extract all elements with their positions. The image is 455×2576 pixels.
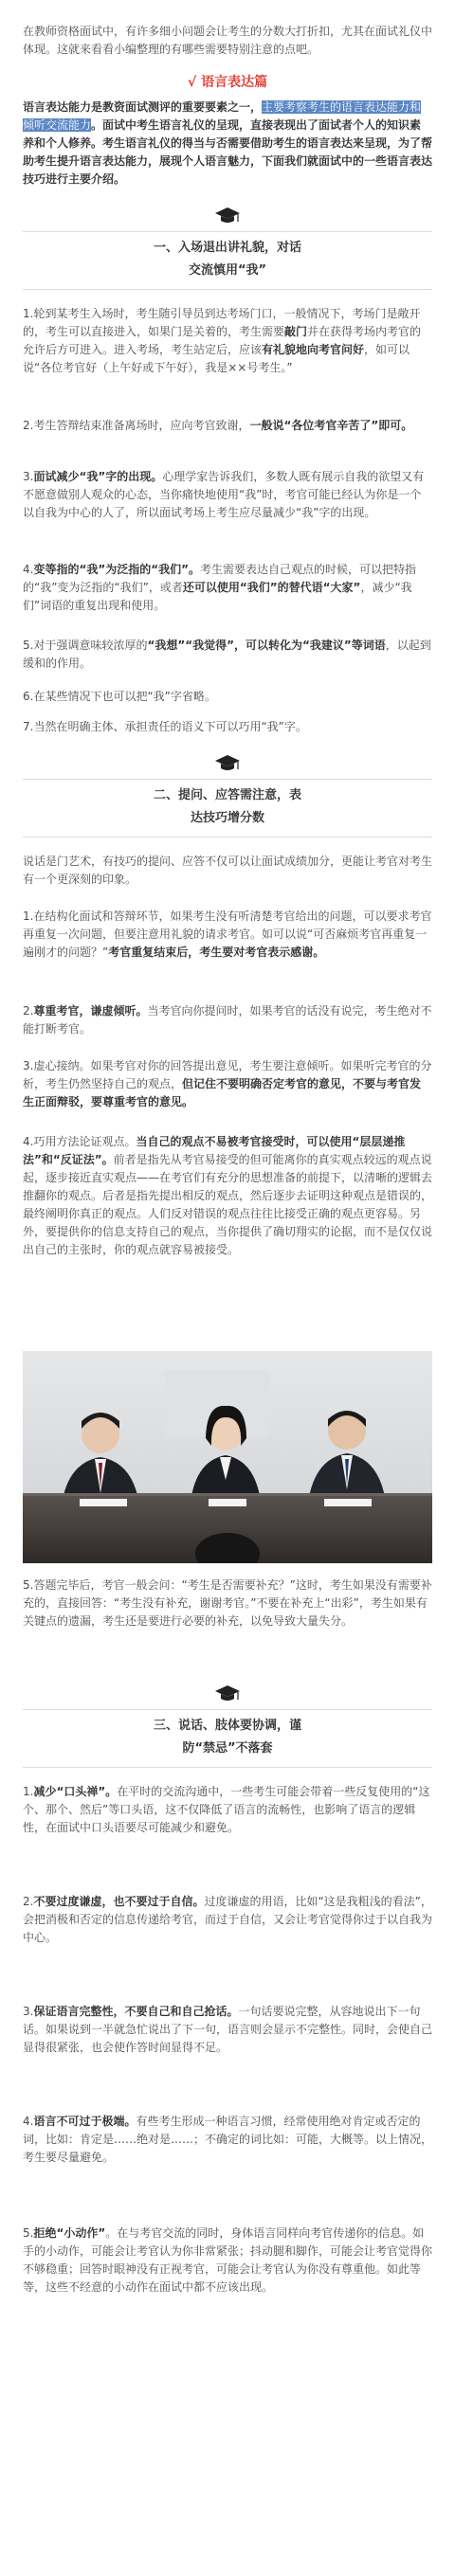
section-red-title: √ 语言表达篇 — [187, 75, 268, 90]
intro-paragraph: 在教师资格面试中，有许多细小问题会让考生的分数大打折扣，尤其在面试礼仪中体现。这就来看看小编整理的有哪些需要特别注意的点吧。 — [23, 25, 433, 56]
section-title-line1: 提问、应答需注意，表 — [178, 788, 302, 802]
para1-body: 。面试中考生语言礼仪的呈现，直接表现出了面试者个人的知识素养和个人修养。考生语言礼仪的得当与否需要借助考生的语言表达来呈现，为了帮助考生提升语言表达能力，展现个人语言魅力，下面我们就面试中的一些语言表达技巧进行主要介绍。 — [23, 118, 433, 186]
s1-item-6: 6.在某些情况下也可以把“我”字省略。 — [23, 690, 216, 703]
section-2-header — [23, 779, 432, 838]
s2-item-5: 5.答题完毕后，考官一般会问：“考生是否需要补充？”这时，考生如果没有需要补充的，直接回答：“考生没有补充，谢谢考官。”不要在补充上“出彩”，考生如果有关键点的遗漏，考生还是要进行必要的补充，以免导致大量失分。 — [23, 1578, 432, 1628]
s1-item-2: 2.考生答辩结束准备离场时，应向考官致谢，一般说“各位考官辛苦了”即可。 — [23, 419, 413, 432]
section-title-line2: 达技巧增分数 — [190, 811, 264, 825]
section-title-line2: 交流慎用“我” — [188, 263, 267, 278]
s2-item-4: 4.巧用方法论证观点。当自己的观点不易被考官接受时，可以使用“层层递推法”和“反证法”。前者是指先从考官易接受的但可能离你的真实观点较远的观点说起，逐步接近直实观点——在考官们有充分的思想准备的前提下，以清晰的逻辑去推翻你的观点。后者是指先提出相反的观点，然后逐步去证明这种观点是错误的，最终阐明你真正的观点。人们反对错误的观点往往比接受正确的观点更容易。另外，要提供你的信息支持自己的观点，当你提供了确切翔实的论据，而不是仅仅说出自己的主张时，你的观点就容易被接受。 — [23, 1135, 433, 1256]
s1-item-5: 5.对于强调意味较浓厚的“我想”“我觉得”，可以转化为“我建议”等词语，以起到缓和的作用。 — [23, 639, 431, 670]
s3-item-3: 3.保证语言完整性，不要自己和自己抢话。一句话要说完整，从容地说出下一句话。如果说到一半就急忙说出了下一句，语言则会显示不完整性。同时，会使自己显得很紧张，也会使作答时间显得不足。 — [23, 2005, 433, 2054]
section-number: 三、 — [153, 1719, 178, 1733]
interview-photo — [23, 1351, 432, 1563]
s1-item-4: 4.变等指的“我”为泛指的“我们”。考生需要表达自己观点的时候，可以把特指的“我”变为泛指的“我们”，或者还可以使用“我们”的替代语“大家”，减少“我们”词语的重复出现和使用。 — [23, 563, 417, 612]
s2-item-3: 3.虚心接纳。如果考官对你的回答提出意见，考生要注意倾听。如果听完考官的分析，考生仍然坚持自己的观点，但记住不要明确否定考官的意见，不要与考官发生正面辩驳，要尊重考官的意见。 — [23, 1059, 432, 1108]
s1-item-3: 3.面试减少“我”字的出现。心理学家告诉我们，多数人既有展示自我的欲望又有不愿意做别人观众的心态，当你痛快地使用“我”时，考官可能已经认为你是一个以自我为中心的人了，所以面试考场上考生应尽量减少“我”字的出现。 — [23, 470, 425, 519]
s3-item-2: 2.不要过度谦虚，也不要过于自信。过度谦虚的用语，比如“这是我粗浅的看法”，会把消极和否定的信息传递给考官，而过于自信，又会让考官觉得你过于以自我为中心。 — [23, 1895, 433, 1944]
mortarboard-icon — [214, 1684, 241, 1703]
highlight-text: 主要考察考生的语言表达能力和倾听交流能力 — [23, 100, 422, 132]
s1-item-1: 1.轮到某考生入场时，考生随引导员到达考场门口，一般情况下，考场门是敞开的，考生可以直接进入，如果门是关着的，考生需要敲门并在获得考场内考官的允许后方可进入。进入考场，考生站定后，应该有礼貌地向考官问好，如可以说“各位考官好（上午好或下午好），我是××号考生。” — [23, 307, 422, 374]
s2-intro: 说话是门艺术，有技巧的提问、应答不仅可以让面试成绩加分，更能让考官对考生有一个更深刻的印象。 — [23, 855, 433, 886]
section-number: 二、 — [153, 788, 178, 802]
section-1-header — [23, 231, 432, 290]
mortarboard-icon — [214, 754, 241, 773]
mortarboard-icon — [214, 207, 241, 225]
section-title-line2: 防“禁忌”不落套 — [182, 1741, 273, 1756]
section-title-line1: 说话、肢体要协调，谨 — [178, 1719, 302, 1733]
section-3-header — [23, 1709, 432, 1768]
section-title-line1: 入场退出讲礼貌，对话 — [178, 241, 302, 255]
s3-item-1: 1.减少“口头禅”。在平时的交流沟通中，一些考生可能会带着一些反复使用的“这个、那个、然后”等口头语，这不仅降低了语言的流畅性，也影响了语言的逻辑性，在面试中口头语要尽可能减少和避免。 — [23, 1785, 430, 1834]
s3-item-5: 5.拒绝“小动作”。在与考官交流的同时，身体语言同样向考官传递你的信息。如手的小动作，可能会让考官认为你非常紧张；抖动腿和脚作，可能会让考官觉得你不够稳重；回答时眼神没有正视考官，可能会让考官认为你没有尊重他。如此等等，这些不经意的小动作在面试中都不应该出现。 — [23, 2226, 433, 2294]
para1-lead: 语言表达能力是教资面试测评的重要要素之一， — [23, 100, 263, 114]
s2-item-2: 2.尊重考官，谦虚倾听。当考官向你提问时，如果考官的话没有说完，考生绝对不能打断考官。 — [23, 1004, 432, 1036]
s2-item-1: 1.在结构化面试和答辩环节，如果考生没有听清楚考官给出的问题，可以要求考官再重复一次问题，但要注意用礼貌的请求考官。如可以说“可否麻烦考官再重复一遍刚才的问题？”考官重复结束后，考生要对考官表示感谢。 — [23, 910, 432, 959]
s3-item-4: 4.语言不可过于极端。有些考生形成一种语言习惯，经常使用绝对肯定或否定的词，比如：肯定是……绝对是……；不确定的词比如：可能，大概等。以上情况，考生要尽量避免。 — [23, 2115, 433, 2164]
s1-item-7: 7.当然在明确主体、承担责任的语义下可以巧用“我”字。 — [23, 720, 307, 733]
section-number: 一、 — [153, 241, 178, 255]
language-intro-paragraph — [23, 99, 432, 189]
